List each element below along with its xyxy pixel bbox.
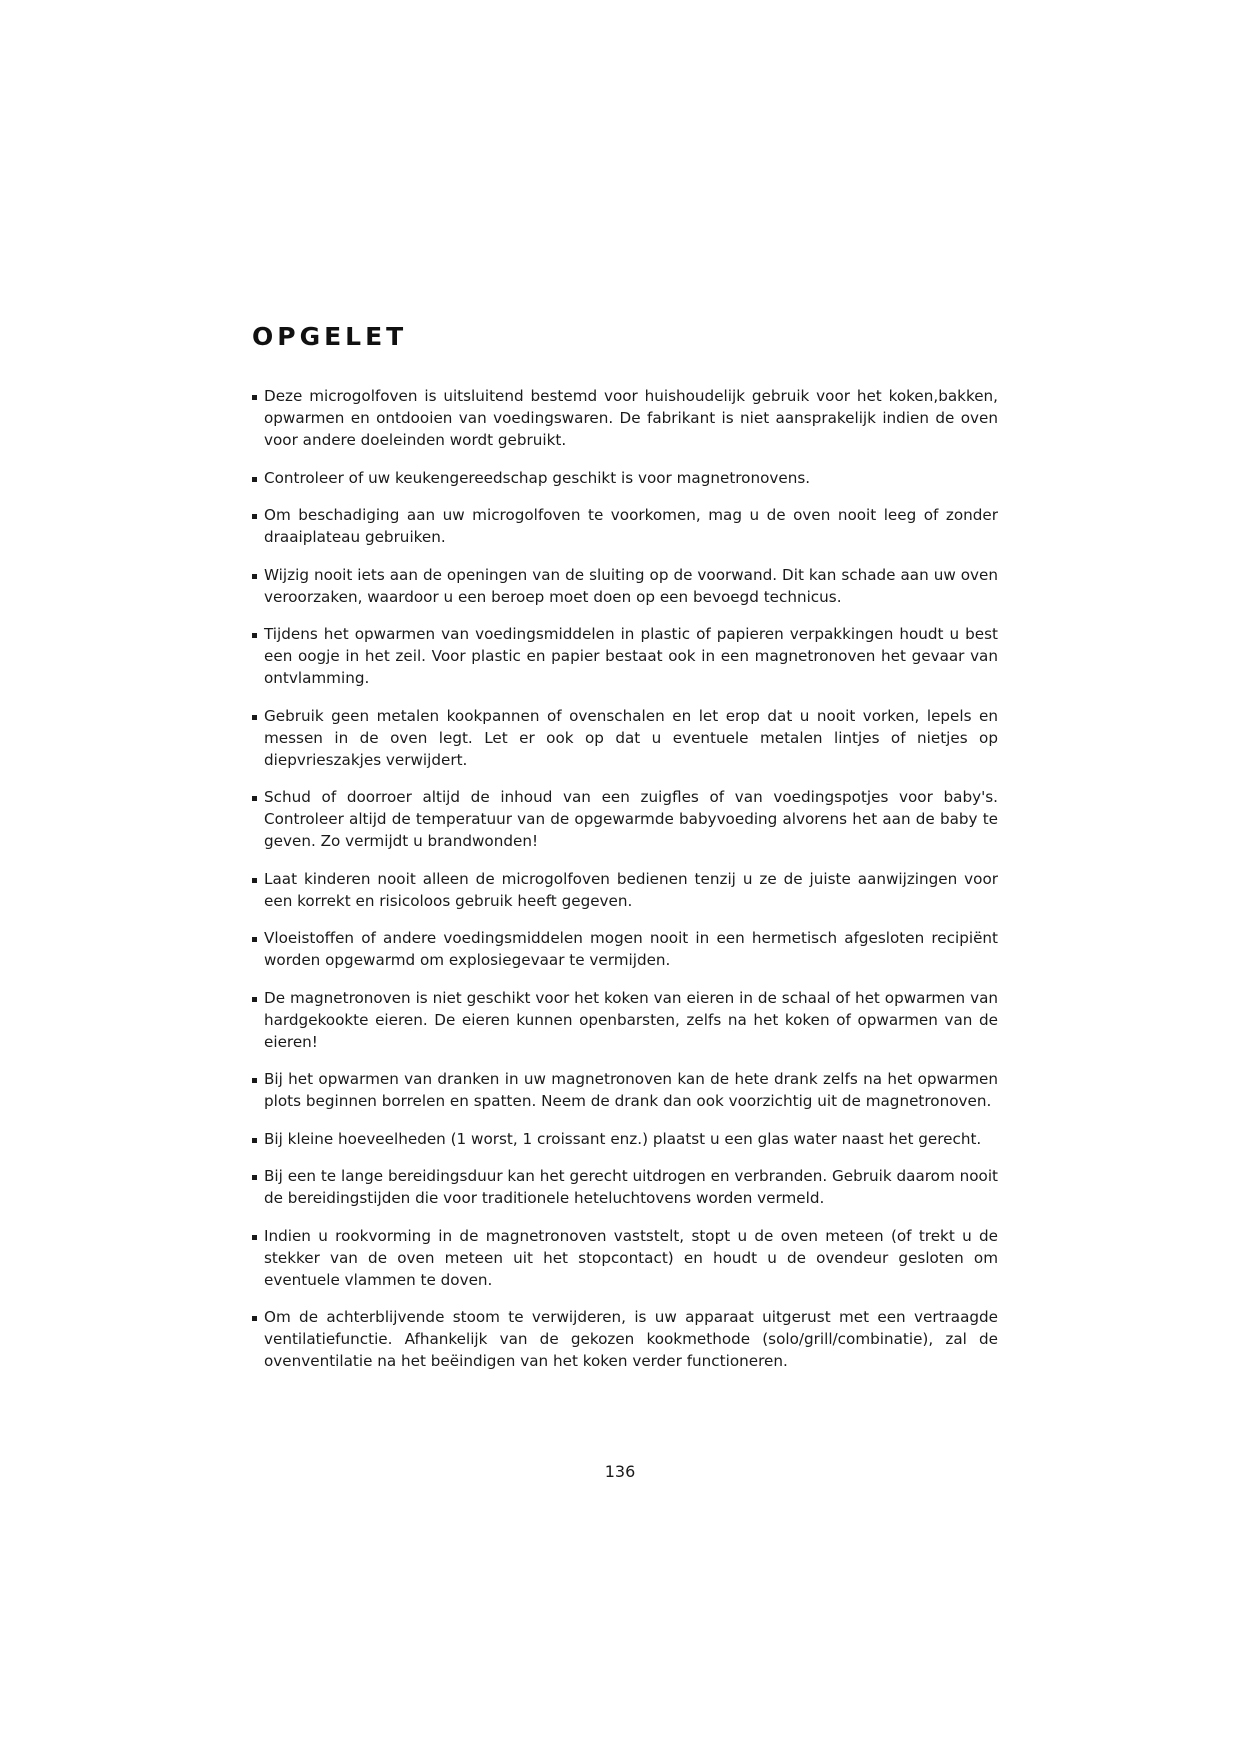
list-item [252, 467, 998, 489]
bullet-icon [252, 878, 257, 883]
bullet-icon [252, 997, 257, 1002]
bullet-icon [252, 395, 257, 400]
list-item [252, 987, 998, 1053]
list-item [252, 927, 998, 971]
list-item [252, 1128, 998, 1150]
bullet-icon [252, 1235, 257, 1240]
list-item-text: Controleer of uw keukengereedschap geschikt is voor magnetronovens. [264, 468, 811, 487]
list-item-text: Vloeistoffen of andere voedingsmiddelen mogen nooit in een hermetisch afgesloten recipiënt worden opgewarmd om explosiegevaar te vermijden. [264, 929, 998, 969]
list-item [252, 786, 998, 852]
list-item-text: De magnetronoven is niet geschikt voor het koken van eieren in de schaal of het opwarmen van hardgekookte eieren. De eieren kunnen openbarsten, zelfs na het koken of opwarmen van de eieren! [264, 988, 998, 1051]
list-item [252, 1306, 998, 1372]
list-item [252, 504, 998, 548]
page-number: 136 [604, 1462, 636, 1481]
bullet-icon [252, 514, 257, 519]
bullet-icon [252, 1078, 257, 1083]
list-item-text: Om de achterblijvende stoom te verwijderen, is uw apparaat uitgerust met een vertraagde ventilatiefunctie. Afhankelijk van de gekozen kookmethode (solo/grill/combinatie), zal de ovenventilatie na het beëindigen van het koken verder functioneren. [264, 1308, 998, 1370]
list-item-text: Gebruik geen metalen kookpannen of ovenschalen en let erop dat u nooit vorken, lepels en messen in de oven legt. Let er ook op dat u eventuele metalen lintjes of nietjes op diepvrieszakjes verwijdert. [264, 706, 998, 769]
list-item-text: Tijdens het opwarmen van voedingsmiddelen in plastic of papieren verpakkingen houdt u best een oogje in het zeil. Voor plastic en papier bestaat ook in een magnetronoven het gevaar van ontvlamming. [264, 625, 998, 687]
bullet-icon [252, 1316, 257, 1321]
list-item [252, 1068, 998, 1112]
bullet-icon [252, 715, 257, 720]
list-item [252, 623, 998, 689]
list-item [252, 385, 998, 451]
list-item-text: Laat kinderen nooit alleen de microgolfoven bedienen tenzij u ze de juiste aanwijzingen voor een korrekt en risicoloos gebruik heeft gegeven. [264, 869, 998, 910]
list-item [252, 705, 998, 771]
list-item [252, 1165, 998, 1209]
list-item-text: Bij kleine hoeveelheden (1 worst, 1 croissant enz.) plaatst u een glas water naast het gerecht. [264, 1129, 982, 1148]
list-item-text: Wijzig nooit iets aan de openingen van de sluiting op de voorwand. Dit kan schade aan uw oven veroorzaken, waardoor u een beroep moet doen op een bevoegd technicus. [264, 565, 998, 606]
list-item [252, 564, 998, 608]
bullet-icon [252, 1175, 257, 1180]
list-item-text: Bij een te lange bereidingsduur kan het gerecht uitdrogen en verbranden. Gebruik daarom nooit de bereidingstijden die voor traditionele heteluchtovens worden vermeld. [264, 1167, 998, 1207]
list-item-text: Deze microgolfoven is uitsluitend bestemd voor huishoudelijk gebruik voor het koken,bakken, opwarmen en ontdooien van voedingswaren. De fabrikant is niet aansprakelijk indien de oven voor andere doeleinden wordt gebruikt. [264, 387, 998, 449]
bullet-icon [252, 574, 257, 579]
list-item-text: Bij het opwarmen van dranken in uw magnetronoven kan de hete drank zelfs na het opwarmen plots beginnen borrelen en spatten. Neem de drank dan ook voorzichtig uit de magnetronoven. [264, 1070, 998, 1110]
list-item [252, 868, 998, 912]
list-item-text: Indien u rookvorming in de magnetronoven vaststelt, stopt u de oven meteen (of trekt u de stekker van de oven meteen uit het stopcontact) en houdt u de ovendeur gesloten om eventuele vlammen te doven. [264, 1226, 998, 1289]
list-item [252, 1225, 998, 1291]
bullet-icon [252, 633, 257, 638]
page-title: OPGELET [252, 322, 408, 351]
bullet-icon [252, 1138, 257, 1143]
bullet-icon [252, 937, 257, 942]
bullet-icon [252, 796, 257, 801]
list-item-text: Om beschadiging aan uw microgolfoven te voorkomen, mag u de oven nooit leeg of zonder draaiplateau gebruiken. [264, 506, 998, 546]
warning-list [252, 385, 998, 1388]
bullet-icon [252, 477, 257, 482]
list-item-text: Schud of doorroer altijd de inhoud van een zuigfles of van voedingspotjes voor baby's. Controleer altijd de temperatuur van de opgewarmde babyvoeding alvorens het aan de baby te geven. Zo vermijdt u brandwonden! [264, 788, 998, 850]
